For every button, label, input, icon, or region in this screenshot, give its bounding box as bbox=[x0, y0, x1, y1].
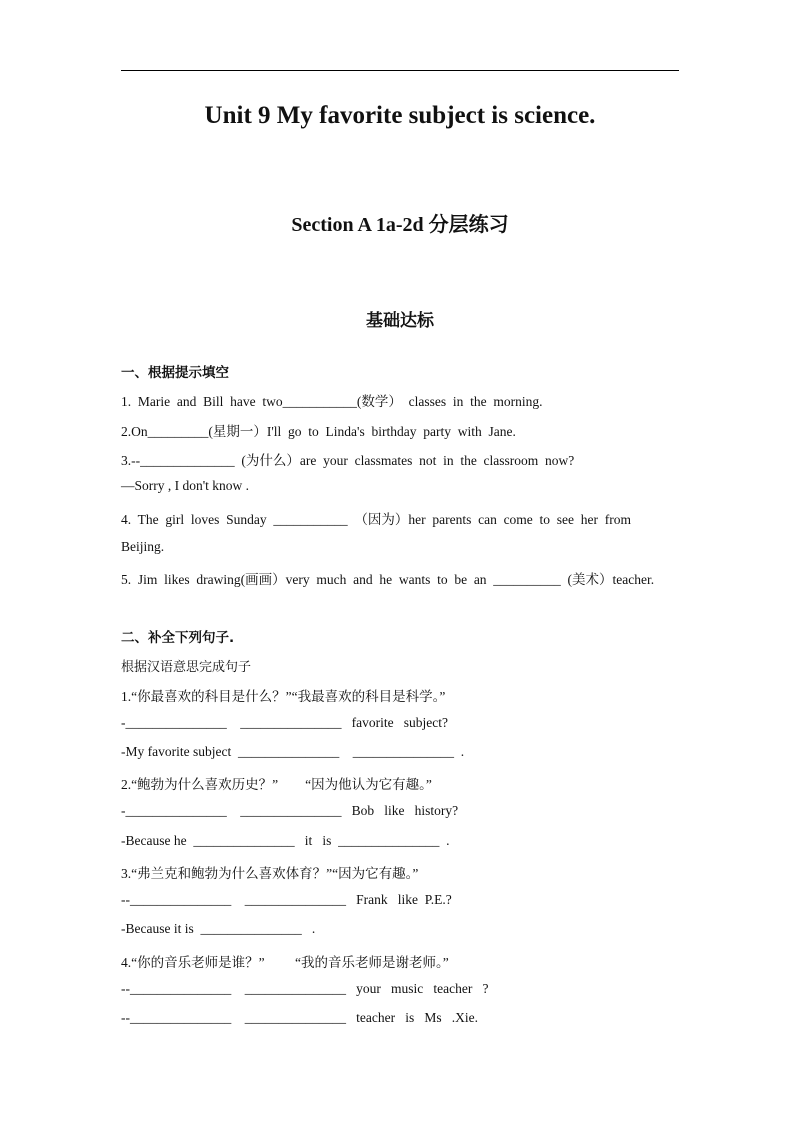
part2-item-4-prompt: 4.“你的音乐老师是谁？” “我的音乐老师是谢老师。” bbox=[121, 955, 449, 970]
part1-heading: 一、根据提示填空 bbox=[121, 365, 229, 381]
part1-question-1: 1. Marie and Bill have two___________(数学） classes in the morning. bbox=[121, 394, 543, 409]
part2-item-4-answer: --_______________ _______________ teacher is Ms .Xie. bbox=[121, 1010, 478, 1025]
top-rule bbox=[121, 70, 679, 71]
part1-question-3: 3.--______________ (为什么）are your classmates not in the classroom now? bbox=[121, 453, 575, 468]
part2-item-1-question: -_______________ _______________ favorite subject? bbox=[121, 715, 448, 730]
part1-question-5: 5. Jim likes drawing(画画）very much and he wants to be an __________ (美术）teacher. bbox=[121, 572, 655, 587]
part2-item-2-prompt: 2.“鲍勃为什么喜欢历史？” “因为他认为它有趣。” bbox=[121, 777, 432, 792]
part2-instruction: 根据汉语意思完成句子 bbox=[121, 660, 252, 675]
part2-item-3-question: --_______________ _______________ Frank like P.E.? bbox=[121, 892, 452, 907]
part2-heading: 二、补全下列句子. bbox=[121, 630, 235, 646]
part1-question-4-cont: Beijing. bbox=[121, 539, 165, 554]
level-heading: 基础达标 bbox=[366, 311, 434, 331]
part1-question-2: 2.On_________(星期一）I'll go to Linda's birthday party with Jane. bbox=[121, 424, 516, 439]
part2-item-1-answer: -My favorite subject _______________ _______________ . bbox=[121, 744, 465, 759]
part1-question-4: 4. The girl loves Sunday ___________ （因为）her parents can come to see her from bbox=[121, 512, 632, 527]
part2-item-4-question: --_______________ _______________ your music teacher ? bbox=[121, 981, 489, 996]
section-subtitle: Section A 1a-2d 分层练习 bbox=[291, 214, 509, 236]
page-title: Unit 9 My favorite subject is science. bbox=[204, 102, 596, 129]
part1-answer-3: —Sorry , I don't know . bbox=[121, 478, 250, 493]
part2-item-1-prompt: 1.“你最喜欢的科目是什么？”“我最喜欢的科目是科学。” bbox=[121, 689, 446, 704]
part2-item-2-question: -_______________ _______________ Bob like history? bbox=[121, 803, 459, 818]
part2-item-2-answer: -Because he _______________ it is _______________ . bbox=[121, 833, 450, 848]
part2-item-3-answer: -Because it is _______________ . bbox=[121, 921, 316, 936]
part2-item-3-prompt: 3.“弗兰克和鲍勃为什么喜欢体育？”“因为它有趣。” bbox=[121, 866, 419, 881]
